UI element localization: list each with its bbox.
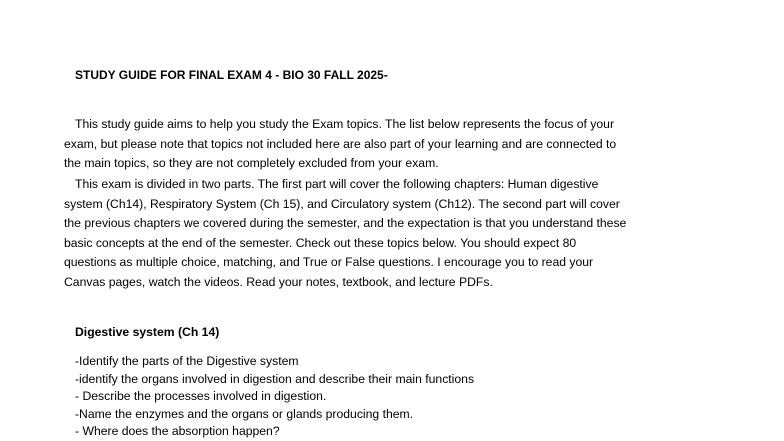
exam-line: This exam is divided in two parts. The first part will cover the following chapters: Human digestive [75,177,599,191]
list-item: - Where does the absorption happen? [75,424,280,438]
intro-line: exam, but please note that topics not included here are also part of your learning and are connected to [64,136,617,151]
list-item: - Describe the processes involved in digestion. [75,389,327,403]
list-item: -Identify the parts of the Digestive system [75,354,299,368]
exam-paragraph [64,175,714,293]
exam-line: basic concepts at the end of the semester. Check out these topics below. You should expect 80 [64,235,577,250]
list-item: -identify the organs involved in digestion and describe their main functions [75,371,475,386]
exam-line: system (Ch14), Respiratory System (Ch 15), and Circulatory system (Ch12). The second part will cover [64,196,620,211]
intro-paragraph [64,115,714,174]
document-title: STUDY GUIDE FOR FINAL EXAM 4 - BIO 30 FALL 2025- [75,68,388,82]
intro-line: the main topics, so they are not completely excluded from your exam. [64,156,439,171]
digestive-heading: Digestive system (Ch 14) [75,325,220,339]
exam-line: the previous chapters we covered during the semester, and the expectation is that you understand these [64,216,627,231]
list-item: -Name the enzymes and the organs or glands producing them. [75,406,414,421]
exam-line: Canvas pages, watch the videos. Read your notes, textbook, and lecture PDFs. [64,274,493,289]
digestive-topic-list [75,353,474,441]
intro-line: This study guide aims to help you study the Exam topics. The list below represents the focus of your [75,117,615,131]
exam-line: questions as multiple choice, matching, and True or False questions. I encourage you to read your [64,255,594,270]
